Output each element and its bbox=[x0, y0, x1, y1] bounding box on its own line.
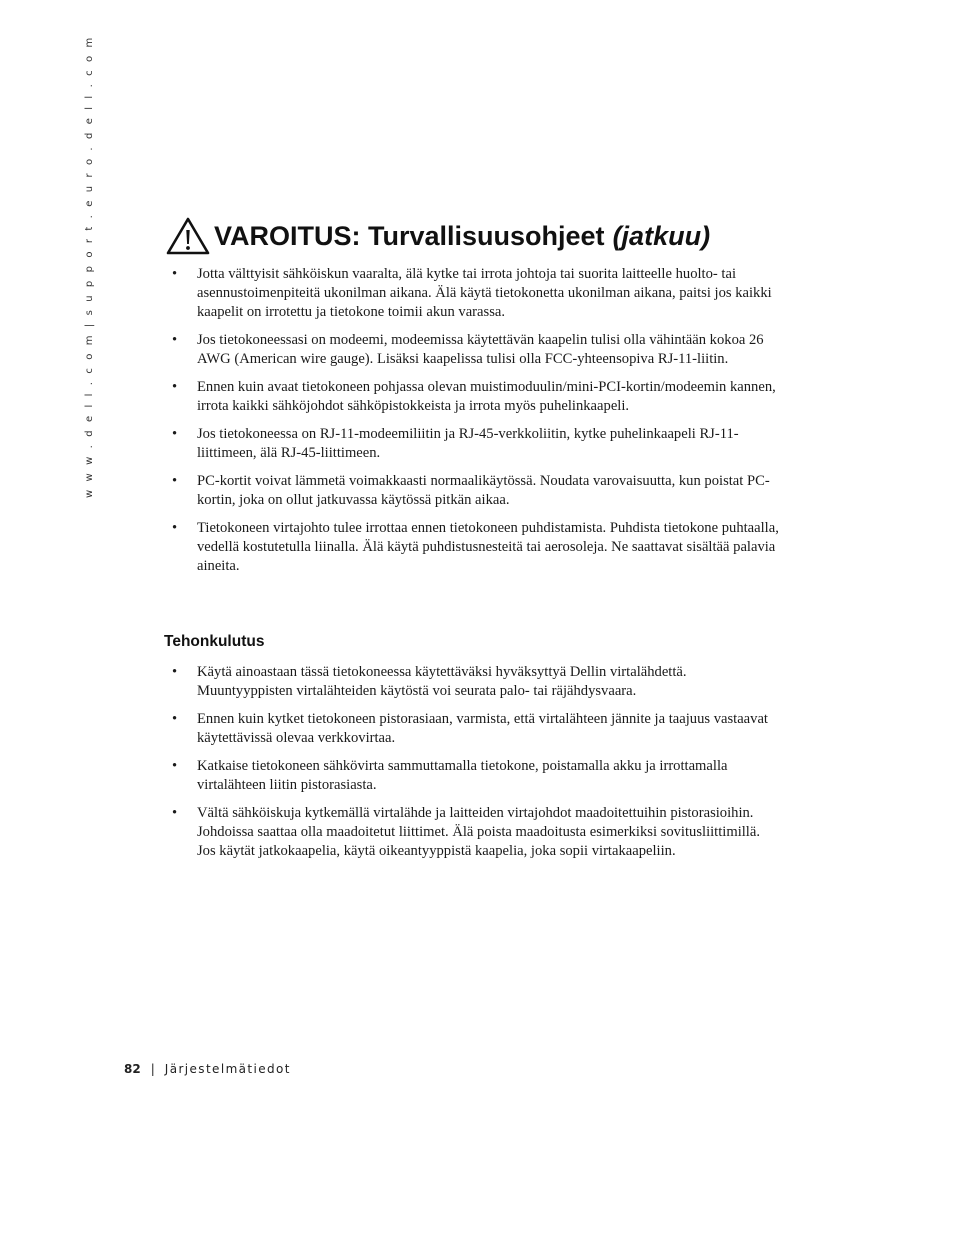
list-item bbox=[172, 710, 782, 748]
page-heading bbox=[166, 216, 710, 256]
heading-title: VAROITUS: Turvallisuusohjeet bbox=[214, 220, 605, 251]
bullet-icon: • bbox=[172, 379, 178, 395]
list-item-text: Katkaise tietokoneen sähkövirta sammuttamalla tietokone, poistamalla akku ja irrottamalla virtalähteen liitin pistorasiasta. bbox=[197, 758, 728, 793]
footer-title: Järjestelmätiedot bbox=[164, 1062, 291, 1076]
bullet-icon: • bbox=[172, 758, 178, 774]
list-item-text: Jos tietokoneessa on RJ-11-modeemiliitin ja RJ-45-verkkoliitin, kytke puhelinkaapeli RJ-11-liittimeen, älä RJ-45-liittimeen. bbox=[197, 426, 739, 461]
bullet-icon: • bbox=[172, 473, 178, 489]
bullet-icon: • bbox=[172, 711, 178, 727]
section-title: Tehonkulutus bbox=[164, 633, 265, 650]
bullet-icon: • bbox=[172, 426, 178, 442]
list-item-text: Käytä ainoastaan tässä tietokoneessa käytettäväksi hyväksyttyä Dellin virtalähdettä. Muuntyyppisten virtalähteiden käytöstä voi seurata palo- tai räjähdysvaara. bbox=[197, 664, 687, 699]
bullet-icon: • bbox=[172, 520, 178, 536]
side-url: w w w . d e l l . c o m | s u p p o r t . e u r o . d e l l . c o m bbox=[84, 35, 95, 498]
list-item-text: Ennen kuin kytket tietokoneen pistorasiaan, varmista, että virtalähteen jännite ja taajuus vastaavat käytettävissä olevaa verkkovirtaa. bbox=[197, 711, 768, 746]
list-item-text: PC-kortit voivat lämmetä voimakkaasti normaalikäytössä. Noudata varovaisuutta, kun poistat PC-kortin, joka on ollut jatkuvassa käytössä pitkän aikaa. bbox=[197, 473, 770, 508]
page-footer bbox=[124, 1062, 291, 1076]
list-item-text: Vältä sähköiskuja kytkemällä virtalähde ja laitteiden virtajohdot maadoitettuihin pistorasioihin. Johdoissa saattaa olla maadoitetut liittimet. Älä poista maadoitusta esimerkiksi sovitusliittimillä. Jos käytät jatkokaapelia, käytä oikeantyyppistä kaapelia, joka sopii virtakaapeliin. bbox=[197, 805, 760, 859]
bullet-icon: • bbox=[172, 332, 178, 348]
list-item bbox=[172, 757, 782, 795]
list-item bbox=[172, 378, 782, 416]
list-item bbox=[172, 804, 782, 861]
list-item bbox=[172, 265, 782, 322]
heading-suffix: (jatkuu) bbox=[612, 220, 711, 251]
list-item bbox=[172, 425, 782, 463]
list-item bbox=[172, 331, 782, 369]
power-list bbox=[172, 663, 782, 870]
page-number: 82 bbox=[124, 1062, 141, 1076]
list-item bbox=[172, 663, 782, 701]
list-item-text: Ennen kuin avaat tietokoneen pohjassa olevan muistimoduulin/mini-PCI-kortin/modeemin kannen, irrota kaikki sähköjohdot sähköpistokkeista ja irrota myös puhelinkaapeli. bbox=[197, 379, 776, 414]
list-item bbox=[172, 472, 782, 510]
list-item-text: Jotta välttyisit sähköiskun vaaralta, älä kytke tai irrota johtoja tai suorita laitteelle huolto- tai asennustoimenpiteitä ukonilman aikana. Älä käytä tietokonetta ukonilman aikana, paitsi jos kaikki kaapelit on irrotettu ja tietokone toimii akun varassa. bbox=[197, 266, 772, 320]
list-item-text: Jos tietokoneessasi on modeemi, modeemissa käytettävän kaapelin tulisi olla vähintään kokoa 26 AWG (American wire gauge). Lisäksi kaapelissa tulisi olla FCC-yhteensopiva RJ-11-liitin. bbox=[197, 332, 764, 367]
list-item bbox=[172, 519, 782, 576]
warning-triangle-icon bbox=[166, 217, 210, 255]
bullet-icon: • bbox=[172, 664, 178, 680]
footer-separator: | bbox=[150, 1062, 155, 1076]
bullet-icon: • bbox=[172, 266, 178, 282]
safety-list bbox=[172, 265, 782, 585]
list-item-text: Tietokoneen virtajohto tulee irrottaa ennen tietokoneen puhdistamista. Puhdista tietokone puhtaalla, vedellä kostutetulla liinalla. Älä käytä puhdistusnesteitä tai aerosoleja. Ne saattavat sisältää palavia aineita. bbox=[197, 520, 779, 574]
bullet-icon: • bbox=[172, 805, 178, 821]
